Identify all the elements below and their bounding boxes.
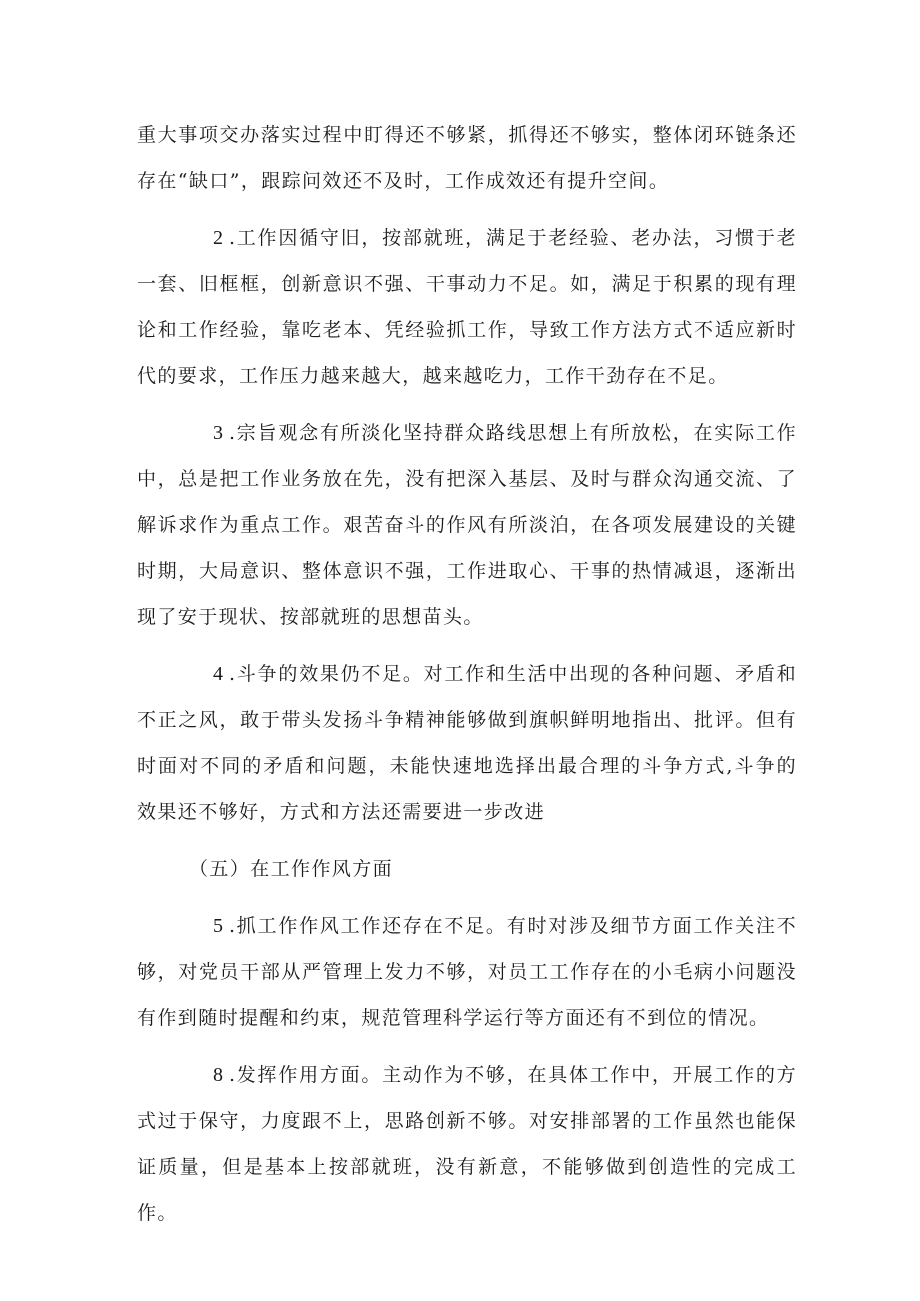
paragraph-item-5: [137, 903, 797, 1041]
paragraph-text: 重大事项交办落实过程中盯得还不够紧，抓得还不够实，整体闭环链条还存在“缺口”，跟踪问效还不及时，工作成效还有提升空间。: [137, 124, 797, 192]
paragraph-item-3: [137, 410, 797, 640]
item-number: 8: [213, 1064, 223, 1086]
paragraph-continued: [137, 112, 797, 204]
paragraph-text: .工作因循守旧，按部就班，满足于老经验、老办法，习惯于老一套、旧框框，创新意识不强、干事动力不足。如，满足于积累的现有理论和工作经验，靠吃老本、凭经验抓工作，导致工作方法方式不适应新时代的要求，工作压力越来越大，越来越吃力，工作干劲存在不足。: [137, 227, 797, 387]
item-number: 5: [213, 915, 223, 937]
paragraph-text: .抓工作作风工作还存在不足。有时对涉及细节方面工作关注不够，对党员干部从严管理上发力不够，对员工工作存在的小毛病小问题没有作到随时提醒和约束，规范管理科学运行等方面还有不到位的情况。: [137, 915, 797, 1029]
paragraph-item-8: [137, 1052, 797, 1236]
paragraph-item-2: [137, 215, 797, 399]
section-heading: [137, 846, 797, 892]
item-number: 3: [213, 422, 223, 444]
document-body: [137, 112, 797, 1247]
paragraph-text: .斗争的效果仍不足。对工作和生活中出现的各种问题、矛盾和不正之风，敢于带头发扬斗争精神能够做到旗帜鲜明地指出、批评。但有时面对不同的矛盾和问题，未能快速地选择出最合理的斗争方式,斗争的效果还不够好，方式和方法还需要进一步改进: [137, 663, 797, 823]
item-number: 2: [213, 227, 223, 249]
item-number: 4: [213, 663, 223, 685]
section-heading-text: （五）在工作作风方面: [189, 858, 394, 880]
paragraph-item-4: [137, 651, 797, 835]
paragraph-text: .发挥作用方面。主动作为不够，在具体工作中，开展工作的方式过于保守，力度跟不上，思路创新不够。对安排部署的工作虽然也能保证质量，但是基本上按部就班，没有新意，不能够做到创造性的完成工作。: [137, 1064, 797, 1224]
paragraph-text: .宗旨观念有所淡化坚持群众路线思想上有所放松，在实际工作中，总是把工作业务放在先，没有把深入基层、及时与群众沟通交流、了解诉求作为重点工作。艰苦奋斗的作风有所淡泊，在各项发展建设的关键时期，大局意识、整体意识不强，工作进取心、干事的热情减退，逐渐出现了安于现状、按部就班的思想苗头。: [137, 422, 797, 628]
